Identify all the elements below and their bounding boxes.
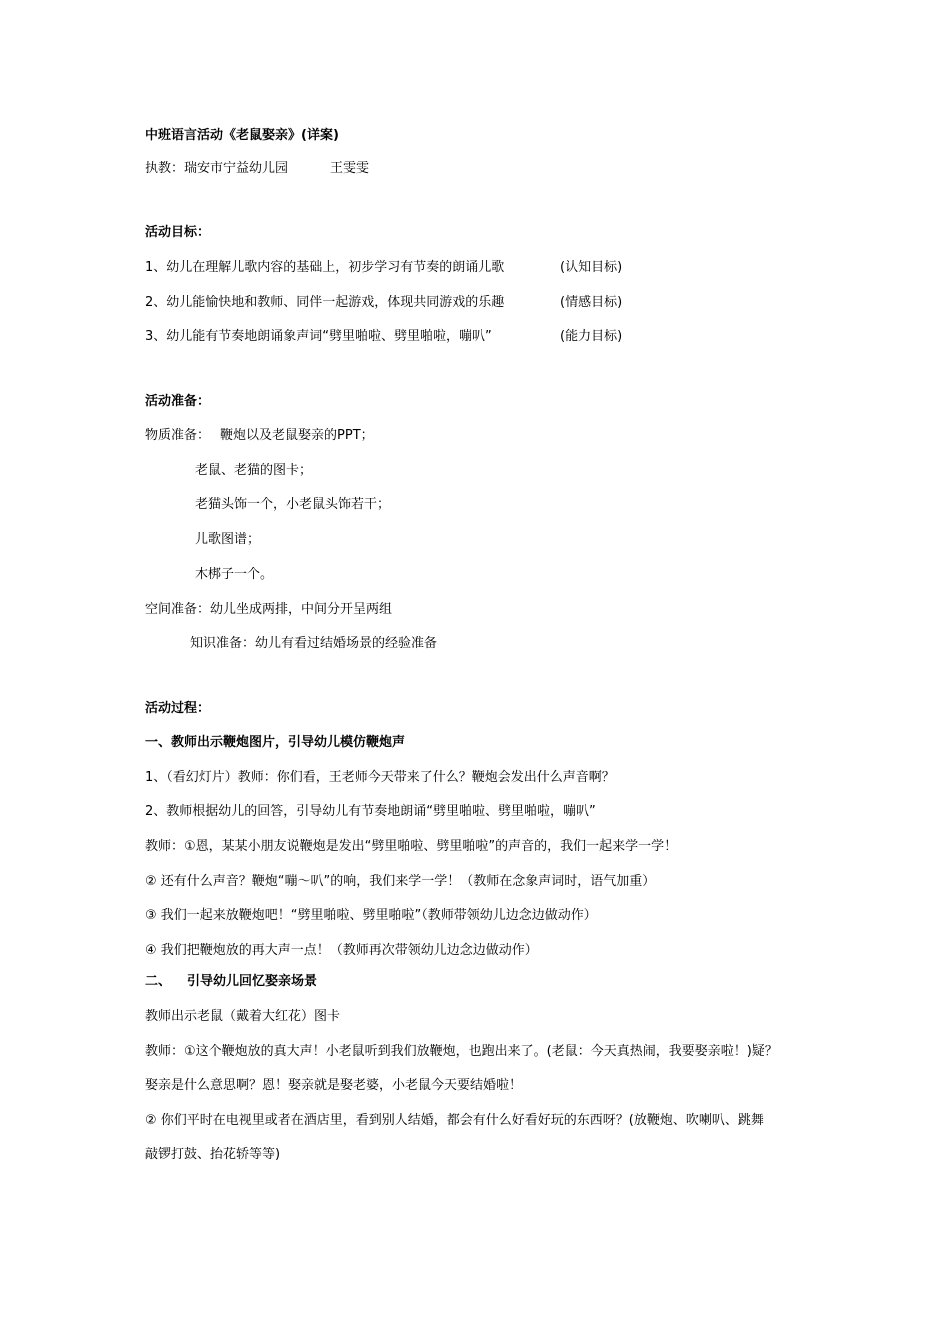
section-1-title: 一、教师出示鞭炮图片，引导幼儿模仿鞭炮声 [145,735,406,750]
teacher-line [145,161,369,177]
section-2-line: 教师出示老鼠（戴着大红花）图卡 [145,1009,341,1024]
material-item: 儿歌图谱； [195,532,261,547]
section-2-line: ② 你们平时在电视里或者在酒店里，看到别人结婚，都会有什么好看好玩的东西呀？(放鞭炮、吹喇叭、跳舞 [145,1113,764,1128]
section-2-title [145,974,317,990]
teacher-name: 王雯雯 [330,161,370,176]
section-2-line: 娶亲是什么意思啊？恩！娶亲就是娶老婆，小老鼠今天要结婚啦！ [145,1078,523,1093]
section-1-line: 2、教师根据幼儿的回答，引导幼儿有节奏地朗诵“劈里啪啦、劈里啪啦，嘣叭” [145,804,596,819]
prep-heading: 活动准备： [145,394,211,409]
goal-item-3 [145,329,623,345]
knowledge-prep: 知识准备：幼儿有看过结婚场景的经验准备 [190,636,438,651]
goal-text: 3、幼儿能有节奏地朗诵象声词“劈里啪啦、劈里啪啦，嘣叭” [145,329,492,344]
section-2-number: 二、 [145,974,172,989]
goal-item-1 [145,260,623,276]
section-2-line: 教师：①这个鞭炮放的真大声！小老鼠听到我们放鞭炮，也跑出来了。(老鼠：今天真热闹，我要娶亲啦！)疑？ [145,1044,778,1059]
section-1-line: ② 还有什么声音？鞭炮“嘣～叭”的响，我们来学一学！（教师在念象声词时，语气加重） [145,874,656,889]
goal-text: 1、幼儿在理解儿歌内容的基础上，初步学习有节奏的朗诵儿歌 [145,260,505,275]
space-prep: 空间准备：幼儿坐成两排，中间分开呈两组 [145,602,393,617]
goals-heading: 活动目标： [145,225,211,240]
section-1-line: ③ 我们一起来放鞭炮吧！“劈里啪啦、劈里啪啦”（教师带领幼儿边念边做动作） [145,908,597,923]
section-1-line: 1、（看幻灯片）教师：你们看，王老师今天带来了什么？鞭炮会发出什么声音啊？ [145,770,615,785]
section-2-line: 敲锣打鼓、抬花轿等等) [145,1147,281,1162]
material-line-1 [145,428,374,444]
goal-tag: (能力目标) [560,329,623,344]
goal-tag: (情感目标) [560,295,623,310]
process-heading: 活动过程： [145,701,211,716]
section-1-line: 教师：①恩，某某小朋友说鞭炮是发出“劈里啪啦、劈里啪啦”的声音的，我们一起来学一学！ [145,839,678,854]
section-2-heading: 引导幼儿回忆娶亲场景 [187,974,318,989]
document-title: 中班语言活动《老鼠娶亲》(详案) [145,128,339,143]
material-item: 老鼠、老猫的图卡； [195,463,313,478]
material-item: 鞭炮以及老鼠娶亲的PPT； [220,428,374,443]
material-label: 物质准备： [145,428,211,443]
goal-tag: (认知目标) [560,260,623,275]
goal-item-2 [145,295,623,311]
material-item: 老猫头饰一个，小老鼠头饰若干； [195,497,391,512]
teacher-label: 执教：瑞安市宁益幼儿园 [145,161,289,176]
goal-text: 2、幼儿能愉快地和教师、同伴一起游戏，体现共同游戏的乐趣 [145,295,505,310]
section-1-line: ④ 我们把鞭炮放的再大声一点！（教师再次带领幼儿边念边做动作） [145,943,538,958]
material-item: 木梆子一个。 [195,567,274,582]
